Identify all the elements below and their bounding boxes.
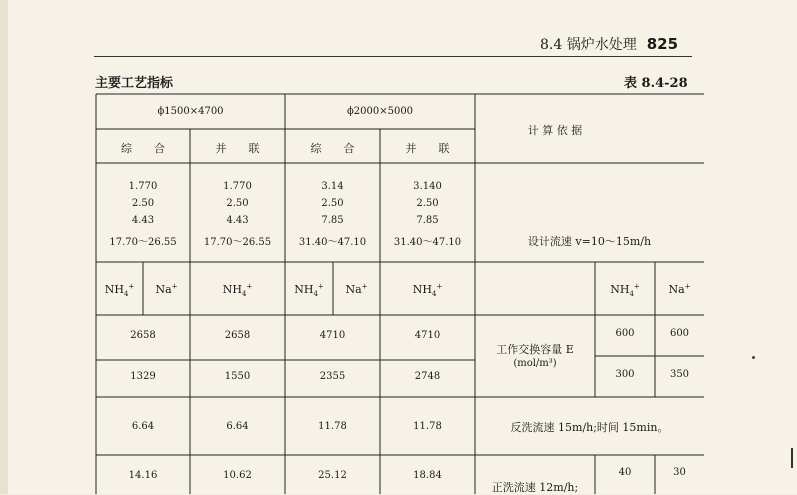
cell-value: 25.12 bbox=[318, 470, 347, 481]
page-number: 825 bbox=[646, 35, 679, 53]
table-caption: 主要工艺指标 bbox=[95, 76, 174, 91]
cell-value: 1.770 bbox=[128, 181, 158, 192]
cell-value: 18.84 bbox=[413, 470, 442, 481]
cell-value: 11.78 bbox=[413, 421, 442, 432]
ion-label-na: Na+ bbox=[345, 282, 368, 296]
cell-value: 3.140 bbox=[413, 181, 442, 192]
cell-value: 11.78 bbox=[318, 421, 347, 432]
cell-value: 17.70～26.55 bbox=[203, 237, 272, 248]
ion-label-nh4: $NH_4^+$ bbox=[222, 282, 253, 299]
basis-rinse: 正洗流速 12m/h; bbox=[491, 481, 579, 494]
ion-label-nh4: $NH_4^+$ bbox=[412, 282, 443, 299]
group-header-2: ϕ2000×5000 bbox=[346, 106, 414, 117]
subhead-combined-1: 综 合 bbox=[121, 142, 165, 155]
cell-value: 40 bbox=[618, 467, 632, 478]
cell-value: 6.64 bbox=[131, 421, 155, 432]
basis-exchange-capacity: 工作交换容量 E bbox=[496, 343, 574, 356]
cell-value: 1.770 bbox=[223, 181, 252, 192]
subhead-combined-2: 综 合 bbox=[310, 142, 355, 155]
subhead-parallel-2: 并 联 bbox=[405, 142, 450, 155]
cell-value: 2355 bbox=[319, 371, 346, 382]
cell-value: 600 bbox=[615, 328, 635, 339]
table-number: 表 8.4-28 bbox=[624, 76, 688, 91]
cell-value: 600 bbox=[669, 328, 690, 339]
basis-exchange-capacity-unit: (mol/m³) bbox=[513, 358, 557, 369]
ion-label-na: Na+ bbox=[155, 282, 178, 296]
ion-label-nh4: $NH_4^+$ bbox=[104, 282, 135, 299]
basis-backwash: 反洗流速 15m/h;时间 15min。 bbox=[510, 421, 669, 434]
cell-value: 3.14 bbox=[321, 181, 344, 192]
cell-value: 2658 bbox=[224, 330, 251, 341]
cell-value: 2.50 bbox=[416, 198, 439, 209]
basis-design-velocity: 设计流速 v=10～15m/h bbox=[527, 235, 652, 248]
cell-value: 300 bbox=[615, 369, 635, 380]
cell-value: 2.50 bbox=[131, 198, 155, 209]
cell-value: 30 bbox=[673, 467, 686, 478]
cell-value: 7.85 bbox=[321, 215, 344, 226]
cell-value: 4710 bbox=[319, 330, 346, 341]
cell-value: 4710 bbox=[414, 330, 441, 341]
group-header-1: ϕ1500×4700 bbox=[157, 106, 224, 117]
section-title: 8.4 锅炉水处理 bbox=[540, 37, 637, 53]
basis-header: 计 算 依 据 bbox=[527, 124, 583, 137]
cell-value: 10.62 bbox=[223, 470, 252, 481]
cell-value: 7.85 bbox=[416, 215, 439, 226]
subhead-parallel-1: 并 联 bbox=[215, 142, 260, 155]
cell-value: 14.16 bbox=[128, 470, 158, 481]
ion-label-nh4: $NH_4^+$ bbox=[294, 282, 324, 299]
cell-value: 4.43 bbox=[226, 215, 249, 226]
text-cursor bbox=[791, 448, 793, 468]
cell-value: 1329 bbox=[130, 371, 156, 382]
cell-value: 2.50 bbox=[321, 198, 344, 209]
cell-value: 1550 bbox=[224, 371, 251, 382]
cell-value: 2658 bbox=[130, 330, 156, 341]
speck bbox=[752, 356, 755, 359]
ion-label-nh4: $NH_4^+$ bbox=[610, 282, 640, 299]
cell-value: 17.70～26.55 bbox=[109, 237, 177, 248]
cell-value: 31.40～47.10 bbox=[393, 237, 462, 248]
cell-value: 2.50 bbox=[226, 198, 249, 209]
cell-value: 350 bbox=[669, 369, 690, 380]
cell-value: 31.40～47.10 bbox=[298, 237, 367, 248]
cell-value: 4.43 bbox=[131, 215, 155, 226]
cell-value: 6.64 bbox=[226, 421, 249, 432]
cell-value: 2748 bbox=[414, 371, 441, 382]
ion-label-na: Na+ bbox=[668, 282, 691, 296]
